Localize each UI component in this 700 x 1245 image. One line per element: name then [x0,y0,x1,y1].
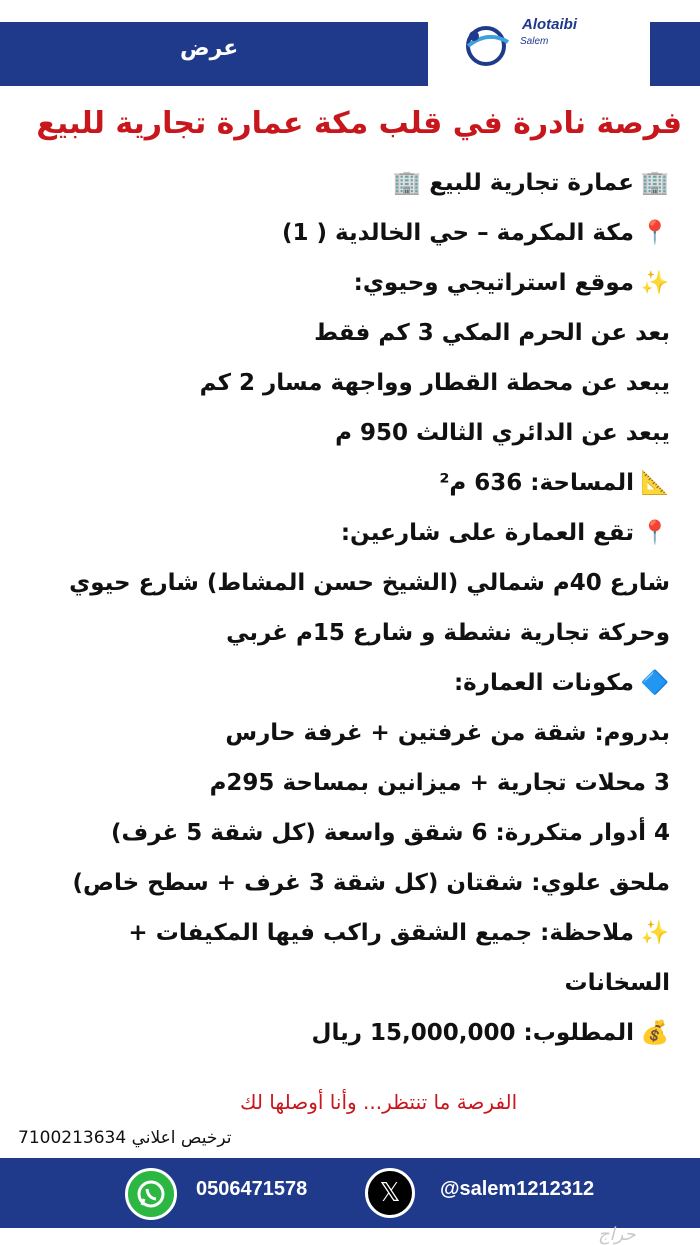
logo-swirl-icon [460,12,520,74]
detail-text: موقع استراتيجي وحيوي: [353,270,634,296]
detail-text: مكة المكرمة – حي الخالدية ( 1) [281,220,634,246]
detail-text: ملحق علوي: شقتان (كل شقة 3 غرف + سطح خاص) [72,870,670,896]
detail-line [18,308,670,358]
x-logo-icon[interactable]: 𝕏 [365,1168,415,1218]
detail-text: 4 أدوار متكررة: 6 شقق واسعة (كل شقة 5 غرف) [111,820,670,846]
detail-line [18,208,670,258]
x-handle[interactable]: @salem1212312 [440,1178,595,1200]
detail-text: يبعد عن محطة القطار وواجهة مسار 2 كم [199,370,670,396]
detail-line [18,808,670,858]
detail-line [18,758,670,808]
banner-right-block [650,22,700,86]
whatsapp-icon[interactable] [125,1168,177,1220]
detail-text: شارع 40م شمالي (الشيخ حسن المشاط) شارع حيوي [69,570,670,596]
tagline: الفرصة ما تنتظر... وأنا أوصلها لك [240,1090,518,1114]
detail-line [18,458,670,508]
detail-text: وحركة تجارية نشطة و شارع 15م غربي [226,620,670,646]
alotaibi-logo [460,12,600,74]
diamond-icon: 🔷 [640,670,670,696]
logo-text: Alotaibi [522,16,577,33]
price-line [18,1008,670,1058]
phone-number[interactable]: 0506471578 [196,1178,308,1200]
listing-details [18,158,670,1058]
detail-text: السخانات [564,970,670,996]
sparkles-icon: ✨ [640,920,670,946]
detail-line [18,908,670,958]
logo-subtext: Salem [520,36,549,47]
detail-line [18,658,670,708]
detail-line [18,608,670,658]
offer-label: عرض [180,36,239,61]
detail-line [18,408,670,458]
ad-license: ترخيص اعلاني 7100213634 [18,1128,232,1148]
detail-line [18,358,670,408]
headline: فرصة نادرة في قلب مكة عمارة تجارية للبيع [36,106,682,141]
detail-text: يبعد عن الدائري الثالث 950 م [335,420,670,446]
detail-line [18,508,670,558]
haraj-watermark: حراج [598,1224,636,1245]
detail-line [18,958,670,1008]
sparkles-icon: ✨ [640,270,670,296]
pin-icon: 📍 [640,220,670,246]
detail-text: بدروم: شقة من غرفتين + غرفة حارس [225,720,670,746]
price-text: المطلوب: 15,000,000 ريال [311,1020,634,1046]
detail-line [18,158,670,208]
detail-text: عمارة تجارية للبيع 🏢 [392,170,634,196]
detail-text: بعد عن الحرم المكي 3 كم فقط [314,320,670,346]
detail-line [18,858,670,908]
building-icon: 🏢 [640,170,670,196]
contact-bar [0,1158,700,1228]
detail-line [18,708,670,758]
money-bag-icon: 💰 [640,1020,670,1046]
detail-text: 3 محلات تجارية + ميزانين بمساحة 295م [209,770,670,796]
detail-line [18,258,670,308]
detail-line [18,558,670,608]
banner-left-block [0,22,428,86]
pin-icon: 📍 [640,520,670,546]
ruler-icon: 📐 [640,470,670,496]
detail-text: المساحة: 636 م² [439,470,634,496]
detail-text: تقع العمارة على شارعين: [340,520,634,546]
detail-text: مكونات العمارة: [453,670,634,696]
detail-text: ملاحظة: جميع الشقق راكب فيها المكيفات + [128,920,634,946]
